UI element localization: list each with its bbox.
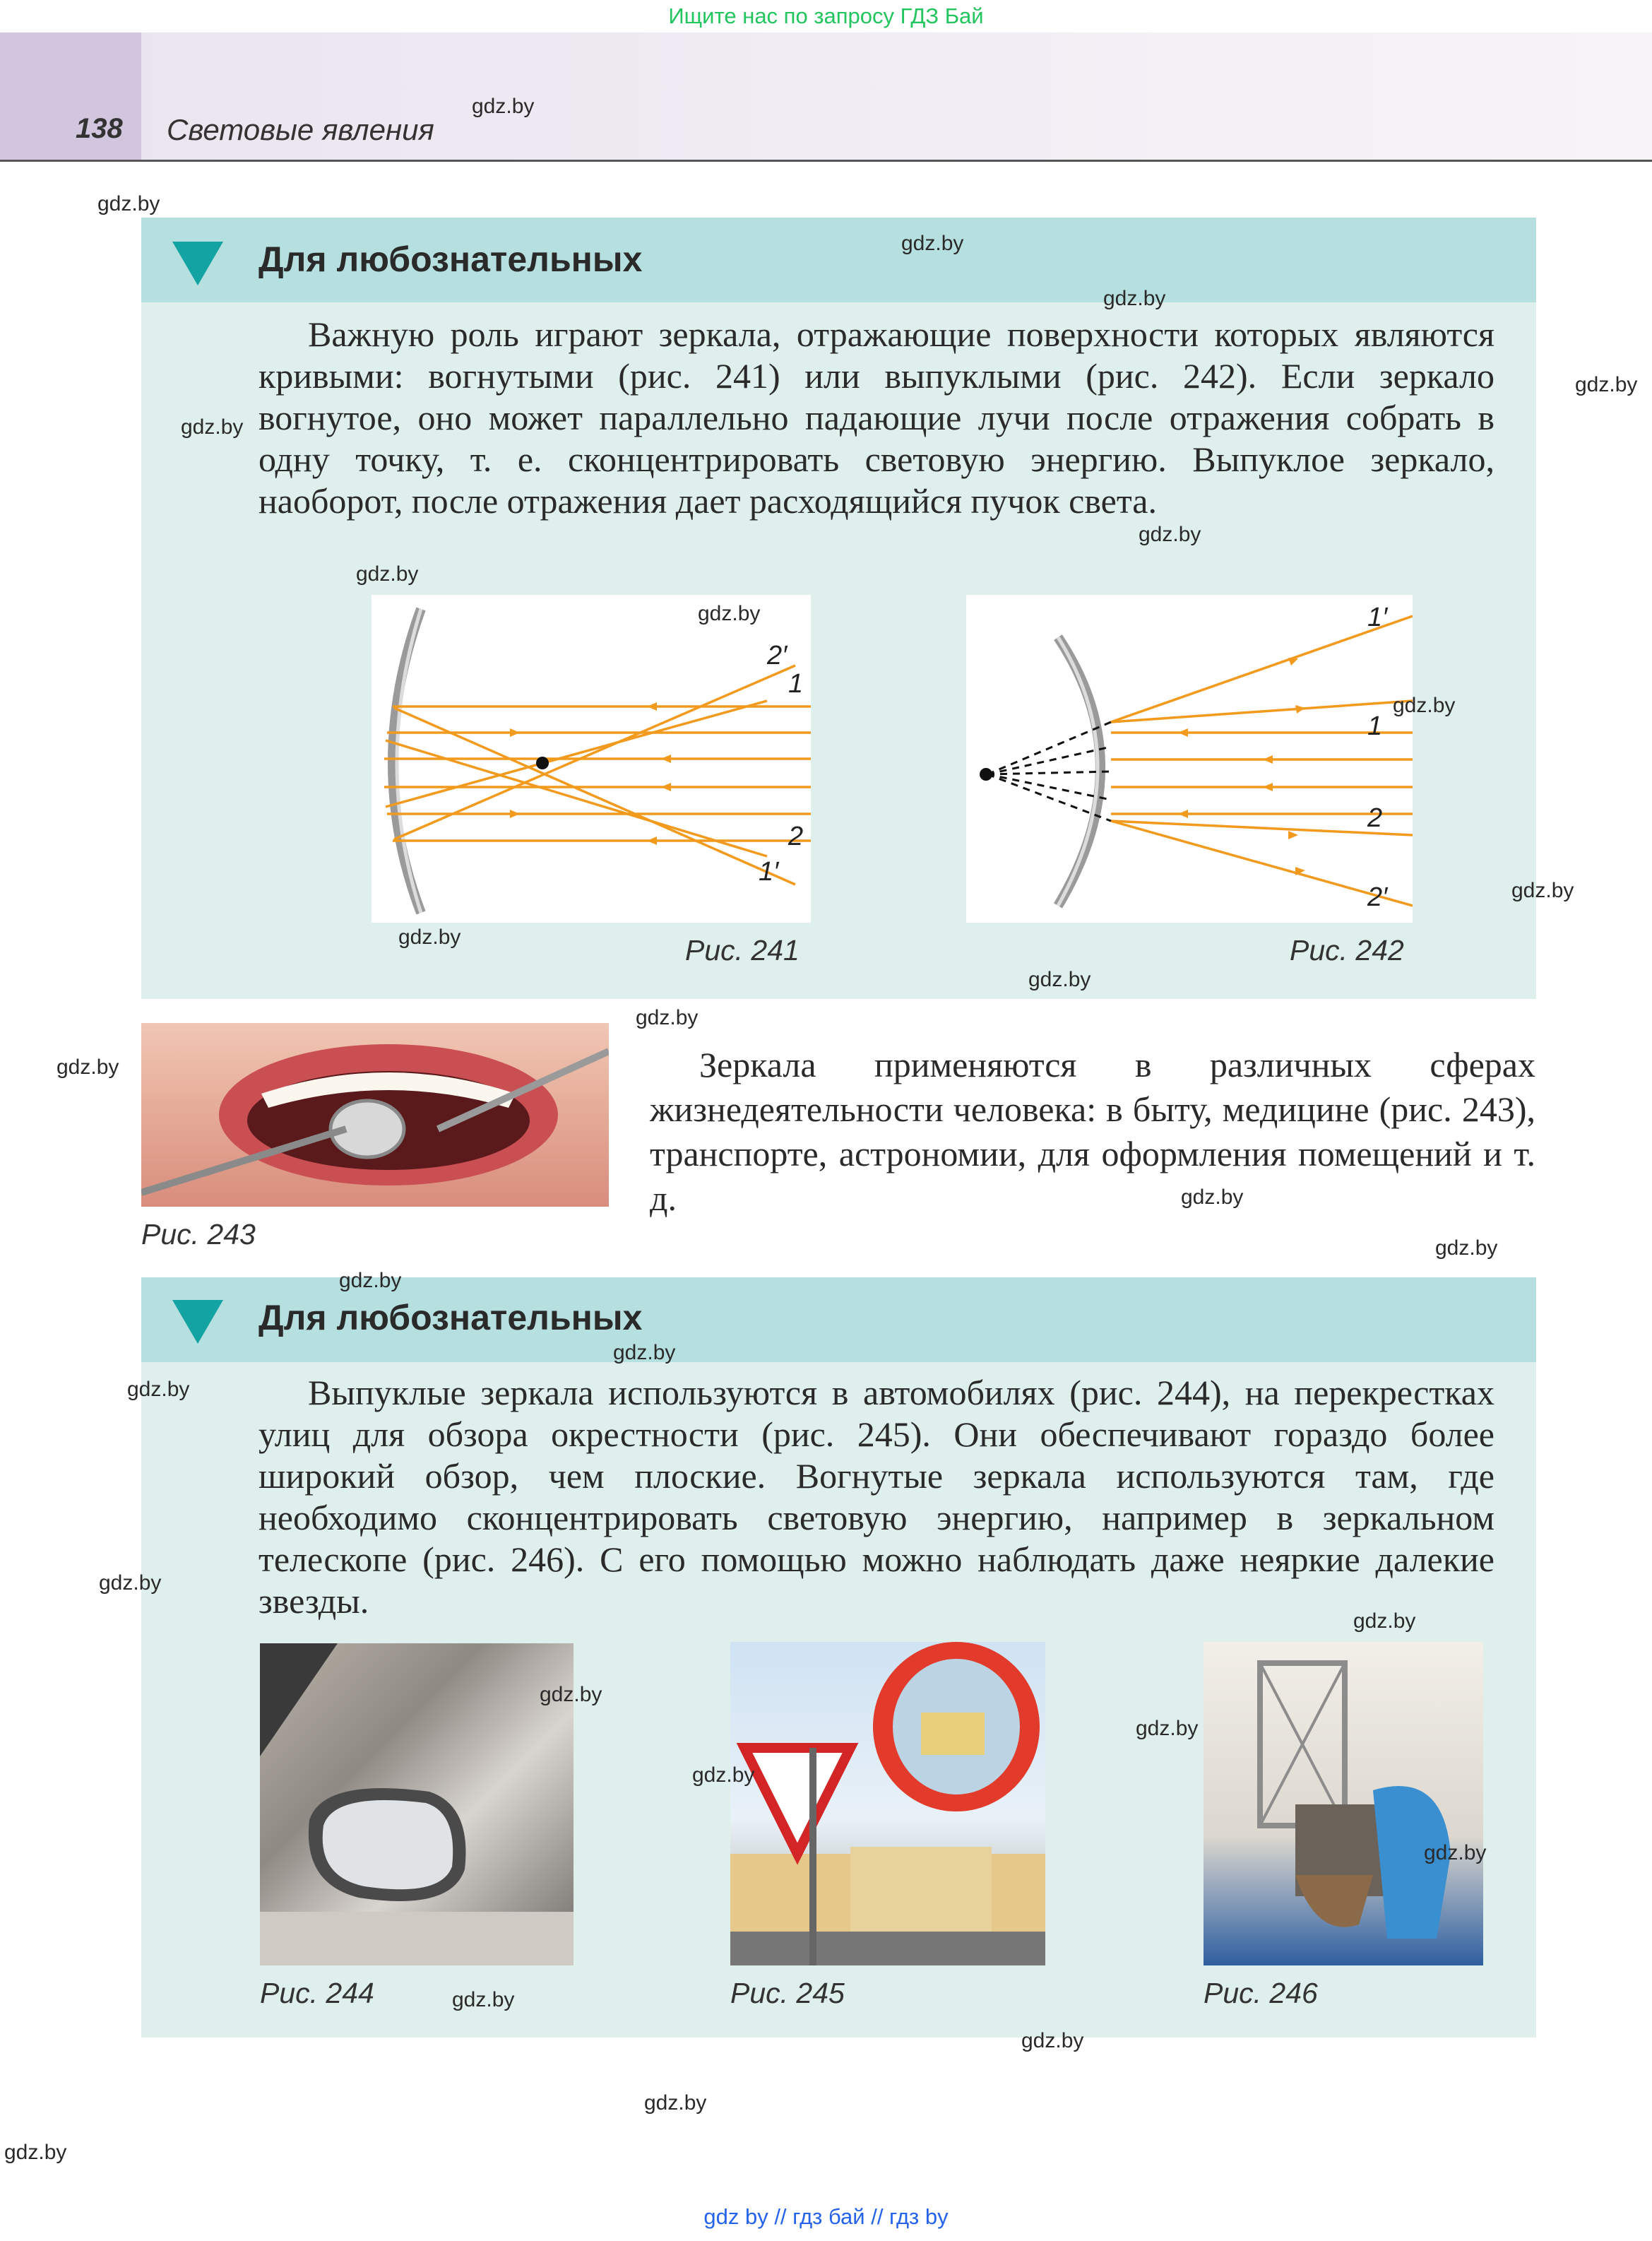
ray-label: 1′ xyxy=(759,857,779,887)
box-1-paragraph: Важную роль играют зеркала, отражающие поверхности которых являются кривыми: вогнутыми (рис. 241) или выпуклыми (рис. 242). Если зеркало вогнутое, оно может параллельно падающие лучи после отражения собрать в одну точку, т. е. сконцентрировать световую энергию. Выпуклое зеркало, наоборот, после отражения дает расходящийся пучок света. xyxy=(259,314,1494,521)
watermark: gdz.by xyxy=(4,2141,67,2164)
watermark: gdz.by xyxy=(99,1571,162,1595)
watermark: gdz.by xyxy=(57,1056,119,1079)
ray-label: 1 xyxy=(788,669,804,699)
footer-links[interactable]: gdz by // гдз бай // гдз by xyxy=(703,2204,949,2229)
watermark: gdz.by xyxy=(356,562,419,586)
watermark: gdz.by xyxy=(1575,373,1638,396)
caption-fig-241: Рис. 241 xyxy=(685,934,800,966)
caption-fig-245: Рис. 245 xyxy=(730,1977,845,2009)
watermark: gdz.by xyxy=(1139,523,1201,546)
ray-label: 2′ xyxy=(1367,882,1388,912)
ray-label: 1 xyxy=(1367,711,1383,741)
section-title: Световые явления xyxy=(167,113,434,146)
caption-fig-244: Рис. 244 xyxy=(260,1977,374,2009)
watermark: gdz.by xyxy=(452,1988,515,2011)
photo-244-car-mirror xyxy=(260,1643,574,1965)
caption-fig-243: Рис. 243 xyxy=(141,1218,256,1250)
ray-label: 2′ xyxy=(767,641,788,670)
watermark: gdz.by xyxy=(1028,968,1091,991)
header-rule xyxy=(0,160,1652,162)
watermark: gdz.by xyxy=(1424,1841,1487,1864)
watermark: gdz.by xyxy=(644,2091,707,2115)
watermark: gdz.by xyxy=(339,1269,402,1292)
watermark: gdz.by xyxy=(398,926,461,949)
photo-246-telescope xyxy=(1204,1642,1483,1965)
watermark: gdz.by xyxy=(613,1341,676,1364)
photo-245-road-mirror xyxy=(730,1642,1045,1965)
watermark: gdz.by xyxy=(97,192,160,215)
watermark: gdz.by xyxy=(1393,694,1456,717)
curious-box-2 xyxy=(141,1277,1536,2038)
box-1-title: Для любознательных xyxy=(259,240,643,279)
triangle-marker-icon xyxy=(172,1300,223,1344)
figure-242-convex-mirror xyxy=(966,595,1413,923)
curious-box-1 xyxy=(141,218,1536,999)
box-2-title: Для любознательных xyxy=(259,1298,643,1337)
watermark: gdz.by xyxy=(698,602,761,625)
watermark: gdz.by xyxy=(1021,2029,1084,2052)
watermark: gdz.by xyxy=(472,95,535,118)
photo-243-dental-mirror xyxy=(141,1023,609,1207)
watermark: gdz.by xyxy=(1181,1185,1244,1209)
ray-label: 2 xyxy=(1367,803,1383,833)
triangle-marker-icon xyxy=(172,242,223,285)
watermark: gdz.by xyxy=(540,1683,602,1706)
box-2-paragraph: Выпуклые зеркала используются в автомобилях (рис. 244), на перекрестках улиц для обзора окрестности (рис. 245). Они обеспечивают гораздо более широкий обзор, чем плоские. Вогнутые зеркала используются там, где необходимо сконцентрировать световую энергию, например в зеркальном телескопе (рис. 246). С его помощью можно наблюдать даже неяркие далекие звезды. xyxy=(259,1373,1494,1621)
caption-fig-242: Рис. 242 xyxy=(1290,934,1404,966)
watermark: gdz.by xyxy=(1353,1609,1416,1633)
ray-label: 1′ xyxy=(1367,603,1388,632)
watermark: gdz.by xyxy=(1103,287,1166,310)
ray-label: 2 xyxy=(788,822,804,851)
watermark: gdz.by xyxy=(1435,1236,1498,1260)
watermark: gdz.by xyxy=(1136,1717,1199,1740)
top-note: Ищите нас по запросу ГДЗ Бай xyxy=(668,4,984,28)
middle-paragraph: Зеркала применяются в различных сферах жизнедеятельности человека: в быту, медицине (рис. 243), транспорте, астрономии, для оформления помещений и т. д. xyxy=(650,1045,1535,1218)
watermark: gdz.by xyxy=(1511,879,1574,902)
watermark: gdz.by xyxy=(636,1006,699,1029)
caption-fig-246: Рис. 246 xyxy=(1204,1977,1318,2009)
watermark: gdz.by xyxy=(901,232,964,255)
watermark: gdz.by xyxy=(692,1763,755,1787)
watermark: gdz.by xyxy=(181,415,244,439)
page-number: 138 xyxy=(76,113,123,144)
watermark: gdz.by xyxy=(127,1378,190,1401)
figure-241-concave-mirror xyxy=(372,595,811,923)
